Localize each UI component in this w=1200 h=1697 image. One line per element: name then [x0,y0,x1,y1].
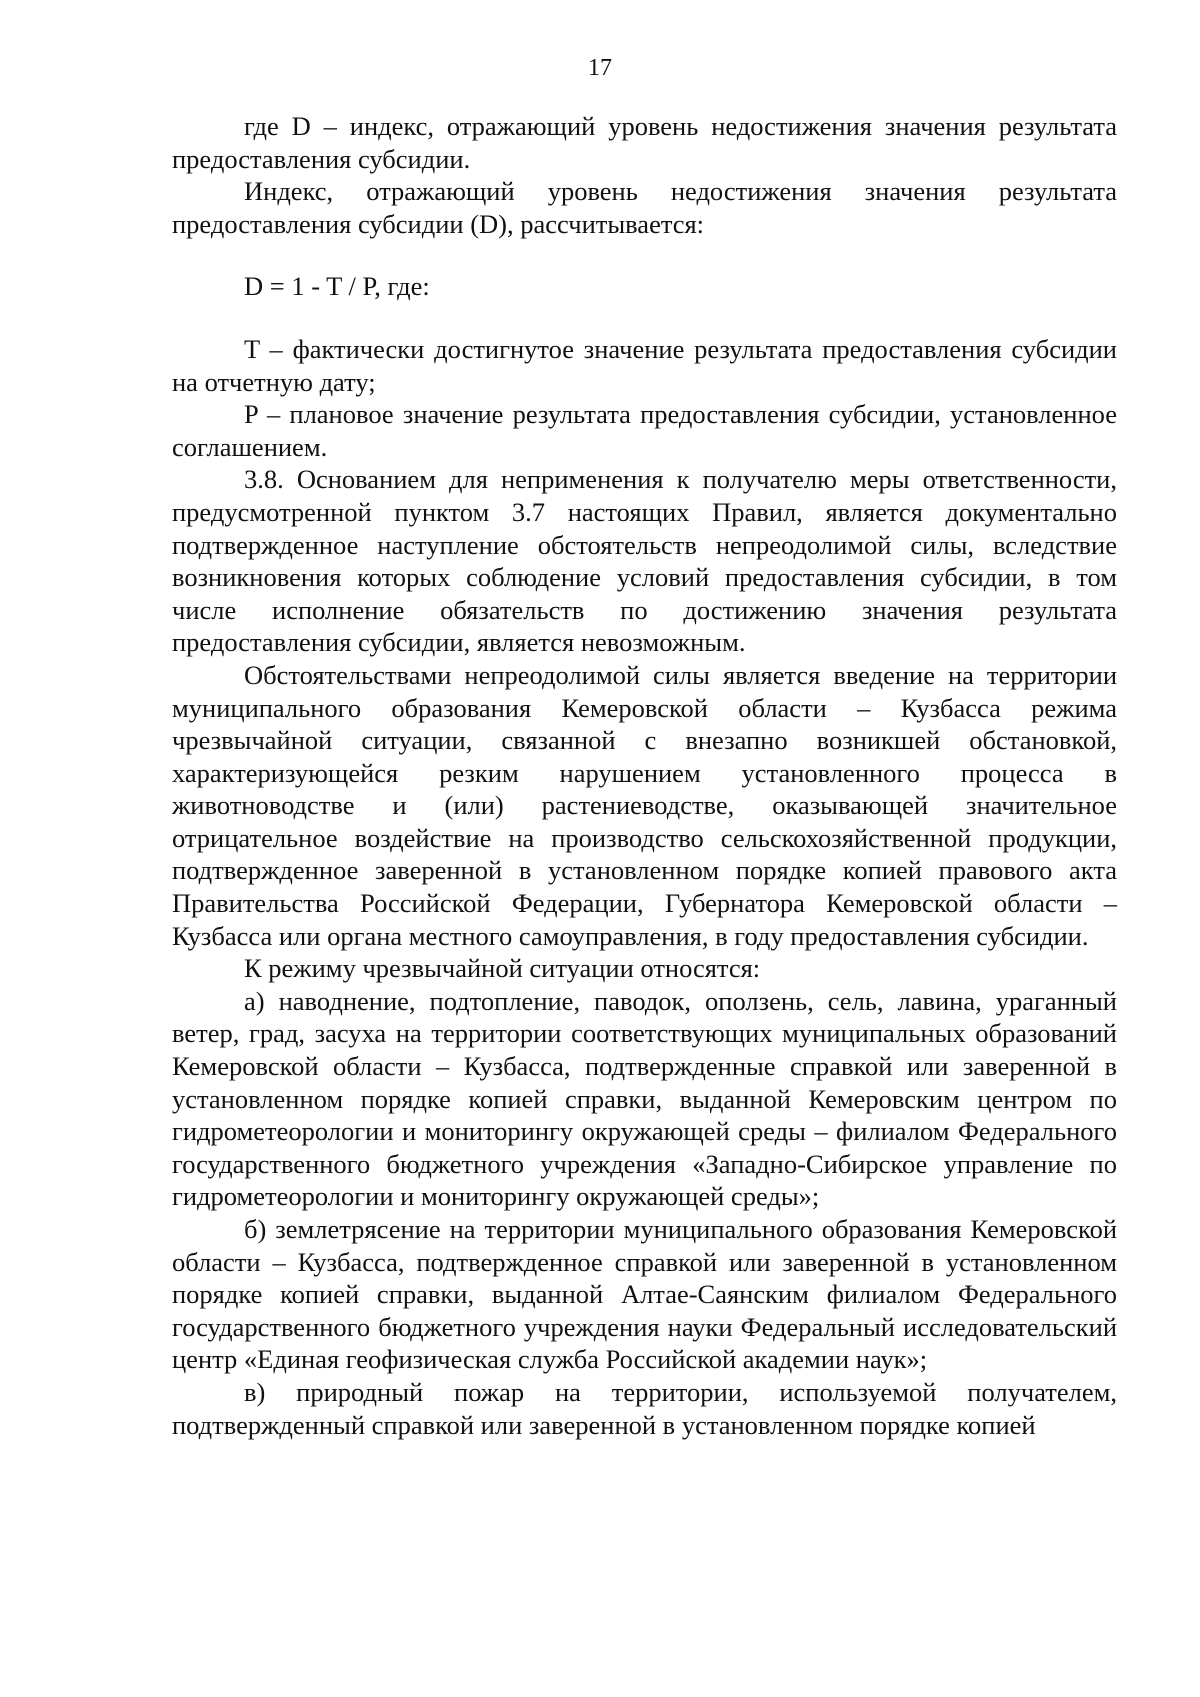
paragraph-section-3-8: 3.8. Основанием для неприменения к получателю меры ответственности, предусмотренной пунктом 3.7 настоящих Правил, является документально подтвержденное наступление обстоятельств непреодолимой силы, вследствие возникновения которых соблюдение условий предоставления субсидии, в том числе исполнение обязательств по достижению значения результата предоставления субсидии, является невозможным. [172,464,1117,658]
list-item-b: б) землетрясение на территории муниципального образования Кемеровской области – Кузбасса, подтвержденное справкой или заверенной в установленном порядке копией справки, выданной Алтае-Саянским филиалом Федерального государственного бюджетного учреждения науки Федеральный исследовательский центр «Единая геофизическая служба Российской академии наук»; [172,1214,1117,1375]
list-item-v: в) природный пожар на территории, используемой получателем, подтвержденный справкой или заверенной в установленном порядке копией [172,1376,1117,1440]
page-number: 17 [588,55,612,81]
paragraph-t-definition: T – фактически достигнутое значение результата предоставления субсидии на отчетную дату; [172,333,1117,397]
paragraph-index-calculation: Индекс, отражающий уровень недостижения значения результата предоставления субсидии (D), рассчитывается: [172,176,1117,239]
paragraph-force-majeure: Обстоятельствами непреодолимой силы является введение на территории муниципального образования Кемеровской области – Кузбасса режима чрезвычайной ситуации, связанной с внезапно возникшей обстановкой, характеризующейся резким нарушением установленного процесса в животноводстве и (или) растениеводстве, оказывающей значительное отрицательное воздействие на производство сельскохозяйственной продукции, подтвержденное заверенной в установленном порядке копией правового акта Правительства Российской Федерации, Губернатора Кемеровской области – Кузбасса или органа местного самоуправления, в году предоставления субсидии. [172,659,1117,951]
paragraph-emergency-list-intro: К режиму чрезвычайной ситуации относятся: [244,953,761,984]
document-body [172,110,1117,1441]
formula: D = 1 - T / P, где: [244,271,430,302]
paragraph-d-definition: где D – индекс, отражающий уровень недостижения значения результата предоставления субсидии. [172,111,1117,174]
paragraph-p-definition: P – плановое значение результата предоставления субсидии, установленное соглашением. [172,399,1117,462]
list-item-a: а) наводнение, подтопление, паводок, оползень, сель, лавина, ураганный ветер, град, засуха на территории соответствующих муниципальных образований Кемеровской области – Кузбасса, подтвержденные справкой или заверенной в установленном порядке копией справки, выданной Кемеровским центром по гидрометеорологии и мониторингу окружающей среды – филиалом Федерального государственного бюджетного учреждения «Западно-Сибирское управление по гидрометеорологии и мониторингу окружающей среды»; [172,985,1117,1212]
